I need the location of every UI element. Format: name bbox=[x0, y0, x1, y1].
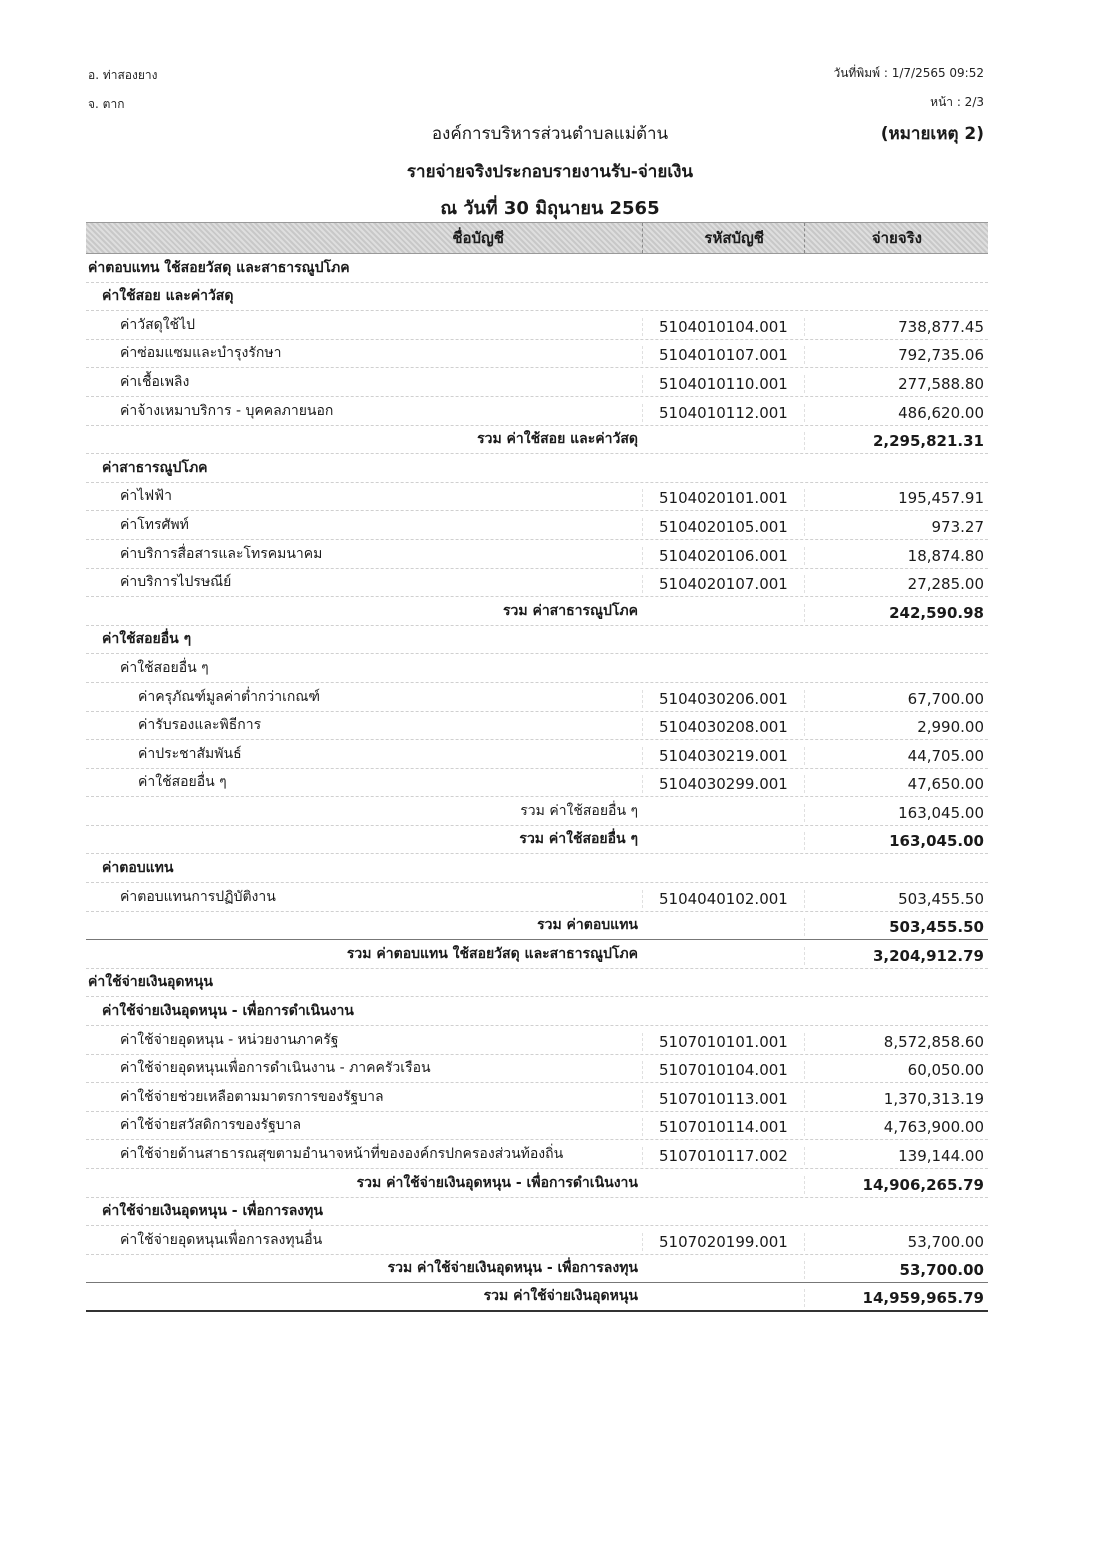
row-account-name: ค่าประชาสัมพันธ์ bbox=[138, 745, 242, 762]
row-amount: 139,144.00 bbox=[804, 1147, 988, 1165]
row-account-name: ค่าตอบแทน bbox=[102, 860, 174, 877]
row-account-name: ค่ารับรองและพิธีการ bbox=[138, 717, 262, 734]
row-account-code: 5104030208.001 bbox=[642, 718, 804, 736]
report-date: ณ วันที่ 30 มิถุนายน 2565 bbox=[440, 198, 660, 219]
row-account-code: 5104020105.001 bbox=[642, 518, 804, 536]
row-amount: 277,588.80 bbox=[804, 375, 988, 393]
row-amount: 503,455.50 bbox=[804, 918, 988, 936]
row-account-name: ค่าครุภัณฑ์มูลค่าต่ำกว่าเกณฑ์ bbox=[138, 688, 321, 705]
row-amount: 1,370,313.19 bbox=[804, 1090, 988, 1108]
row-account-code: 5107010114.001 bbox=[642, 1118, 804, 1136]
table-row bbox=[86, 654, 988, 683]
row-account-code: 5104010104.001 bbox=[642, 318, 804, 336]
row-account-name: ค่าบริการสื่อสารและโทรคมนาคม bbox=[120, 545, 323, 562]
row-account-name: ค่าใช้จ่ายอุดหนุนเพื่อการลงทุนอื่น bbox=[120, 1231, 323, 1248]
row-amount: 738,877.45 bbox=[804, 318, 988, 336]
row-amount: 14,906,265.79 bbox=[804, 1176, 988, 1194]
row-amount: 14,959,965.79 bbox=[804, 1289, 988, 1307]
row-account-name: ค่าโทรศัพท์ bbox=[120, 516, 189, 533]
table-row bbox=[86, 1140, 988, 1169]
row-account-name: รวม ค่าใช้สอยอื่น ๆ bbox=[519, 831, 638, 848]
table-row bbox=[86, 1083, 988, 1112]
column-header-code: รหัสบัญชี bbox=[642, 223, 804, 253]
row-account-name: รวม ค่าใช้สอยอื่น ๆ bbox=[520, 802, 638, 819]
row-amount: 486,620.00 bbox=[804, 404, 988, 422]
table-row bbox=[86, 854, 988, 883]
row-account-name: ค่าวัสดุใช้ไป bbox=[120, 316, 195, 333]
row-amount: 792,735.06 bbox=[804, 346, 988, 364]
row-account-code: 5104020107.001 bbox=[642, 575, 804, 593]
row-amount: 44,705.00 bbox=[804, 747, 988, 765]
row-amount: 242,590.98 bbox=[804, 604, 988, 622]
row-account-name: รวม ค่าใช้จ่ายเงินอุดหนุน - เพื่อการลงทุน bbox=[387, 1260, 638, 1277]
table-row bbox=[86, 340, 988, 369]
table-row bbox=[86, 712, 988, 741]
row-account-name: รวม ค่าใช้จ่ายเงินอุดหนุน bbox=[483, 1287, 638, 1304]
row-amount: 503,455.50 bbox=[804, 890, 988, 908]
row-account-name: ค่าใช้จ่ายสวัสดิการของรัฐบาล bbox=[120, 1117, 302, 1134]
row-amount: 67,700.00 bbox=[804, 690, 988, 708]
table-row bbox=[86, 1255, 988, 1284]
row-account-name: ค่าใช้จ่ายอุดหนุนเพื่อการดำเนินงาน - ภาคครัวเรือน bbox=[120, 1060, 431, 1077]
row-account-name: ค่าใช้จ่ายเงินอุดหนุน - เพื่อการดำเนินงาน bbox=[102, 1003, 354, 1020]
table-row bbox=[86, 997, 988, 1026]
column-header-name: ชื่อบัญชี bbox=[452, 229, 504, 247]
row-account-name: ค่าบริการไปรษณีย์ bbox=[120, 574, 232, 591]
table-row bbox=[86, 311, 988, 340]
note-label: (หมายเหตุ 2) bbox=[880, 124, 984, 144]
page-number: หน้า : 2/3 bbox=[930, 95, 984, 109]
row-account-name: ค่าใช้สอยอื่น ๆ bbox=[138, 774, 227, 791]
row-amount: 53,700.00 bbox=[804, 1233, 988, 1251]
row-account-name: รวม ค่าตอบแทน bbox=[537, 917, 638, 934]
row-amount: 60,050.00 bbox=[804, 1061, 988, 1079]
table-row bbox=[86, 426, 988, 455]
row-account-name: ค่าสาธารณูปโภค bbox=[102, 459, 208, 476]
row-account-code: 5107020199.001 bbox=[642, 1233, 804, 1251]
table-row bbox=[86, 797, 988, 826]
table-row bbox=[86, 1026, 988, 1055]
table-row bbox=[86, 483, 988, 512]
row-amount: 973.27 bbox=[804, 518, 988, 536]
district-label: อ. ท่าสองยาง bbox=[88, 68, 158, 82]
row-account-name: ค่าตอบแทน ใช้สอยวัสดุ และสาธารณูปโภค bbox=[88, 259, 350, 276]
row-amount: 47,650.00 bbox=[804, 775, 988, 793]
row-amount: 163,045.00 bbox=[804, 832, 988, 850]
table-row bbox=[86, 826, 988, 855]
row-account-name: ค่าใช้จ่ายเงินอุดหนุน - เพื่อการลงทุน bbox=[102, 1203, 323, 1220]
table-row bbox=[86, 883, 988, 912]
table-row bbox=[86, 1283, 988, 1312]
table-row bbox=[86, 511, 988, 540]
row-account-code: 5104030219.001 bbox=[642, 747, 804, 765]
row-account-name: รวม ค่าใช้สอย และค่าวัสดุ bbox=[477, 431, 638, 448]
row-account-name: ค่าไฟฟ้า bbox=[120, 488, 172, 505]
table-row bbox=[86, 940, 988, 969]
row-account-code: 5104010107.001 bbox=[642, 346, 804, 364]
table-row bbox=[86, 254, 988, 283]
print-date: วันที่พิมพ์ : 1/7/2565 09:52 bbox=[833, 66, 984, 80]
column-header-amount: จ่ายจริง bbox=[804, 223, 988, 253]
row-account-code: 5104010112.001 bbox=[642, 404, 804, 422]
province-label: จ. ตาก bbox=[88, 97, 125, 111]
row-account-code: 5104010110.001 bbox=[642, 375, 804, 393]
row-amount: 27,285.00 bbox=[804, 575, 988, 593]
row-account-name: ค่าใช้สอย และค่าวัสดุ bbox=[102, 288, 234, 305]
row-account-code: 5104030206.001 bbox=[642, 690, 804, 708]
table-body bbox=[86, 254, 988, 1312]
row-amount: 8,572,858.60 bbox=[804, 1033, 988, 1051]
row-amount: 195,457.91 bbox=[804, 489, 988, 507]
row-account-name: ค่าใช้จ่ายอุดหนุน - หน่วยงานภาครัฐ bbox=[120, 1031, 339, 1048]
row-amount: 2,990.00 bbox=[804, 718, 988, 736]
row-amount: 4,763,900.00 bbox=[804, 1118, 988, 1136]
expense-table bbox=[86, 222, 988, 1312]
table-row bbox=[86, 368, 988, 397]
table-row bbox=[86, 740, 988, 769]
table-row bbox=[86, 283, 988, 312]
table-header bbox=[86, 222, 988, 254]
table-row bbox=[86, 1055, 988, 1084]
row-account-code: 5107010117.002 bbox=[642, 1147, 804, 1165]
row-amount: 163,045.00 bbox=[804, 804, 988, 822]
row-account-name: ค่าซ่อมแซมและบำรุงรักษา bbox=[120, 345, 282, 362]
table-row bbox=[86, 1226, 988, 1255]
row-amount: 53,700.00 bbox=[804, 1261, 988, 1279]
table-row bbox=[86, 683, 988, 712]
table-row bbox=[86, 397, 988, 426]
row-account-name: ค่าเชื้อเพลิง bbox=[120, 373, 190, 390]
row-account-name: ค่าจ้างเหมาบริการ - บุคคลภายนอก bbox=[120, 402, 334, 419]
row-account-name: ค่าตอบแทนการปฏิบัติงาน bbox=[120, 888, 276, 905]
row-account-code: 5104020101.001 bbox=[642, 489, 804, 507]
row-amount: 2,295,821.31 bbox=[804, 432, 988, 450]
row-account-name: รวม ค่าใช้จ่ายเงินอุดหนุน - เพื่อการดำเนินงาน bbox=[356, 1174, 638, 1191]
table-row bbox=[86, 969, 988, 998]
table-row bbox=[86, 626, 988, 655]
row-account-code: 5107010104.001 bbox=[642, 1061, 804, 1079]
row-account-name: ค่าใช้จ่ายเงินอุดหนุน bbox=[88, 974, 213, 991]
report-title: รายจ่ายจริงประกอบรายงานรับ-จ่ายเงิน bbox=[406, 162, 694, 182]
row-account-name: รวม ค่าสาธารณูปโภค bbox=[502, 602, 638, 619]
row-account-name: ค่าใช้จ่ายด้านสาธารณสุขตามอำนาจหน้าที่ขององค์กรปกครองส่วนท้องถิ่น bbox=[120, 1146, 564, 1162]
row-account-code: 5104040102.001 bbox=[642, 890, 804, 908]
row-account-name: ค่าใช้จ่ายช่วยเหลือตามมาตรการของรัฐบาล bbox=[120, 1088, 384, 1105]
row-account-name: รวม ค่าตอบแทน ใช้สอยวัสดุ และสาธารณูปโภค bbox=[346, 945, 638, 962]
row-amount: 3,204,912.79 bbox=[804, 947, 988, 965]
table-row bbox=[86, 912, 988, 941]
table-row bbox=[86, 540, 988, 569]
row-amount: 18,874.80 bbox=[804, 547, 988, 565]
row-account-name: ค่าใช้สอยอื่น ๆ bbox=[120, 659, 209, 676]
row-account-code: 5104030299.001 bbox=[642, 775, 804, 793]
row-account-code: 5107010113.001 bbox=[642, 1090, 804, 1108]
table-row bbox=[86, 1112, 988, 1141]
organization-name: องค์การบริหารส่วนตำบลแม่ต้าน bbox=[431, 124, 669, 144]
table-row bbox=[86, 569, 988, 598]
table-row bbox=[86, 597, 988, 626]
row-account-code: 5104020106.001 bbox=[642, 547, 804, 565]
table-row bbox=[86, 1169, 988, 1198]
table-row bbox=[86, 769, 988, 798]
table-row bbox=[86, 454, 988, 483]
row-account-code: 5107010101.001 bbox=[642, 1033, 804, 1051]
row-account-name: ค่าใช้สอยอื่น ๆ bbox=[102, 631, 192, 648]
table-row bbox=[86, 1198, 988, 1227]
